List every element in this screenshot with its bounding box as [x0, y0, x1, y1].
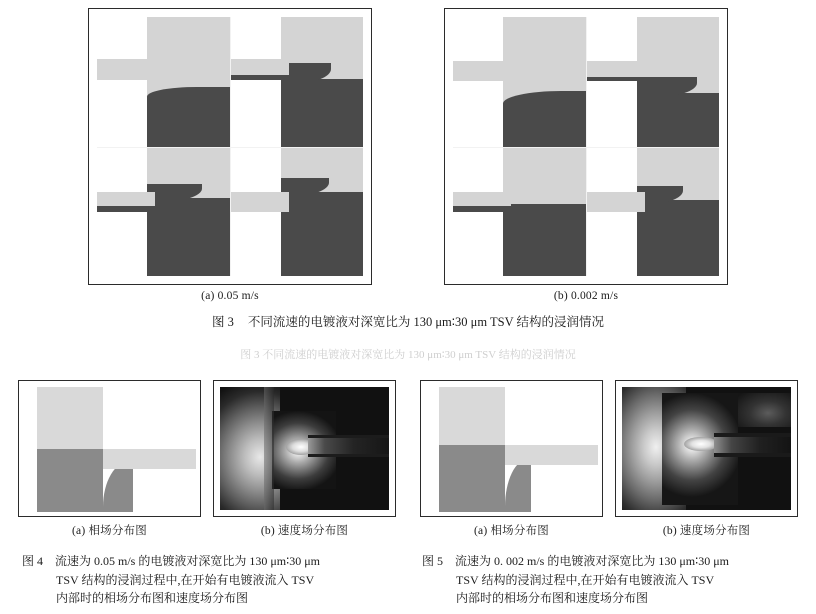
figure5-vf-canvas — [622, 387, 791, 510]
figure4-pf-canvas — [25, 387, 194, 510]
figure4-caption-line1 — [22, 552, 382, 571]
figure3-panel-a-image — [88, 8, 372, 285]
figure3-panel-b-caption: (b) 0.002 m/s — [553, 290, 619, 302]
figure5-label: 图 5 — [422, 554, 444, 568]
figure3-b-canvas — [453, 17, 719, 276]
figure5-subfigure-a-caption: (a) 相场分布图 — [474, 525, 549, 537]
figure5-pf-canvas — [427, 387, 596, 510]
tsv-cell-a2 — [231, 17, 363, 147]
figure5-subfigure-b — [615, 380, 798, 538]
figure3-panel-b — [444, 8, 728, 302]
figure4-subfigure-b — [213, 380, 396, 538]
figure45-row — [0, 380, 816, 538]
figure5-caption-line3: 内部时的相场分布图和速度场分布图 — [456, 591, 649, 606]
figure4-vf-canvas — [220, 387, 389, 510]
figure4-caption-line2: TSV 结构的浸润过程中,在开始有电镀液流入 TSV — [56, 572, 315, 587]
figure4-subfigure-a-caption: (a) 相场分布图 — [72, 525, 147, 537]
figure3-label: 图 3 — [211, 315, 234, 329]
figure5-group — [420, 380, 798, 538]
tsv-cell-b1 — [453, 17, 586, 147]
tsv-cell-a3 — [97, 148, 230, 276]
figure5-subfigure-b-caption: (b) 速度场分布图 — [662, 525, 751, 537]
figure4-caption-text1: 流速为 0.05 m/s 的电镀液对深宽比为 130 μm∶30 μm — [55, 554, 321, 568]
figure4-subfigure-a — [18, 380, 201, 538]
tsv-cell-a4 — [231, 148, 363, 276]
figure4-velocity-field-image — [213, 380, 396, 517]
figure5-phase-field-image — [420, 380, 603, 517]
figure5-caption-text1: 流速为 0. 002 m/s 的电镀液对深宽比为 130 μm∶30 μm — [455, 554, 730, 568]
figure3-title-text: 不同流速的电镀液对深宽比为 130 μm∶30 μm TSV 结构的浸润情况 — [247, 315, 605, 329]
tsv-cell-a1 — [97, 17, 230, 147]
figure3-a-canvas — [97, 17, 363, 276]
figure4-caption-line3: 内部时的相场分布图和速度场分布图 — [56, 591, 249, 606]
figure5-caption — [422, 552, 792, 608]
figure4-caption — [22, 552, 382, 608]
figure3-panel-b-image — [444, 8, 728, 285]
figure3-panel-a-caption: (a) 0.05 m/s — [201, 290, 259, 302]
figure3-faint-duplicate-line: 图 3 不同流速的电镀液对深宽比为 130 μm∶30 μm TSV 结构的浸润情况 — [240, 349, 576, 361]
figure4-subfigure-b-caption: (b) 速度场分布图 — [260, 525, 349, 537]
figure3-title — [0, 312, 816, 330]
figure3-panel-a — [88, 8, 372, 302]
figure5-velocity-field-image — [615, 380, 798, 517]
figure4-label: 图 4 — [22, 554, 44, 568]
figure3-row — [0, 8, 816, 302]
figure5-caption-line2: TSV 结构的浸润过程中,在开始有电镀液流入 TSV — [456, 572, 715, 587]
tsv-cell-b4 — [587, 148, 719, 276]
tsv-cell-b3 — [453, 148, 586, 276]
figure4-phase-field-image — [18, 380, 201, 517]
figure5-caption-line1 — [422, 552, 792, 571]
figure4-group — [18, 380, 396, 538]
figure5-subfigure-a — [420, 380, 603, 538]
tsv-cell-b2 — [587, 17, 719, 147]
